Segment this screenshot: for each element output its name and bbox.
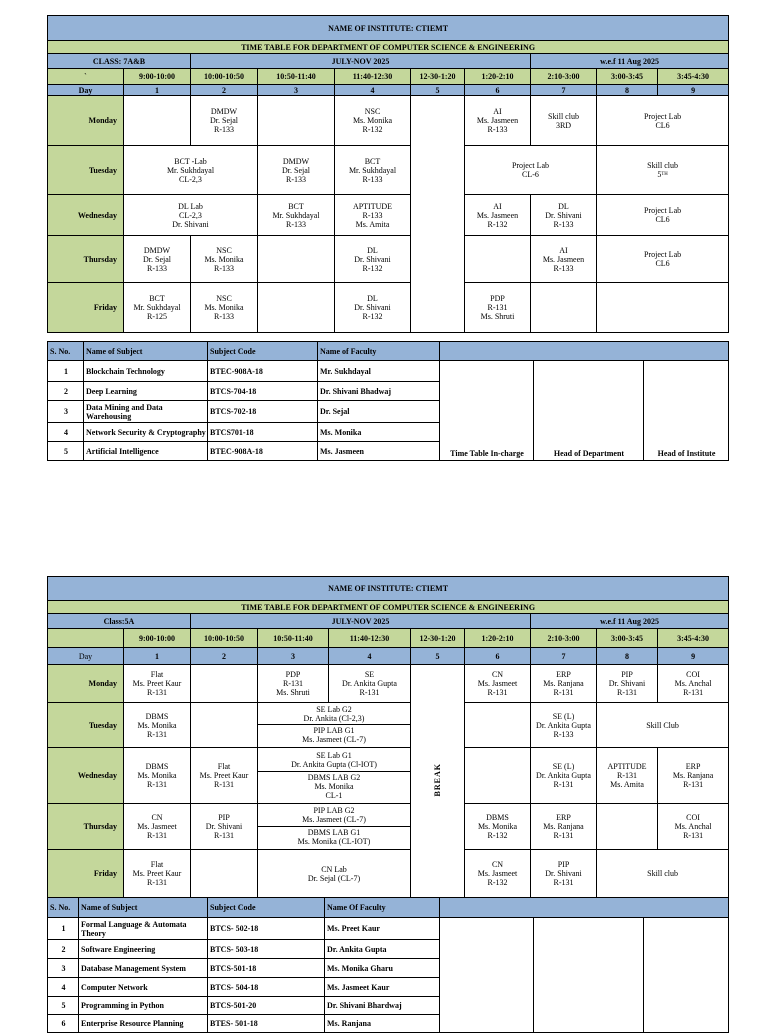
slot-flat: Flat Ms. Preet Kaur R-131 — [124, 665, 191, 703]
slot-empty — [124, 96, 191, 146]
slot-cn: CN Ms. Jasmeet R-132 — [465, 850, 531, 898]
period-number: 7 — [531, 648, 597, 665]
slot-cn: CN Ms. Jasmeet R-131 — [465, 665, 531, 703]
subject-name: Formal Language & Automata Theory — [79, 918, 208, 940]
slot-empty — [258, 236, 335, 283]
slot-dmdw: DMDW Dr. Sejal R-133 — [191, 96, 258, 146]
corner-cell — [48, 629, 124, 648]
subject-code-header: Subject Code — [208, 342, 318, 361]
slot-ai: AI Ms. Jasmeen R-133 — [465, 96, 531, 146]
subject-sno: 3 — [48, 959, 79, 978]
period-number: 9 — [658, 648, 729, 665]
slot-bct: BCT Mr. Sukhdayal R-133 — [335, 146, 411, 195]
subject-code-header: Subject Code — [208, 898, 325, 918]
slot-nsc: NSC Ms. Monika R-132 — [335, 96, 411, 146]
slot-erp: ERP Ms. Ranjana R-131 — [531, 665, 597, 703]
day-wednesday: Wednesday — [48, 195, 124, 236]
slot-empty — [597, 283, 729, 333]
period-number: 8 — [597, 648, 658, 665]
slot-empty — [258, 283, 335, 333]
slot-dbms: DBMS Ms. Monika R-131 — [124, 703, 191, 748]
day-thursday: Thursday — [48, 804, 124, 850]
sno-header: S. No. — [48, 898, 79, 918]
slot-nsc: NSC Ms. Monika R-133 — [191, 236, 258, 283]
slot-se: SE Dr. Ankita Gupta R-131 — [329, 665, 411, 703]
slot-dbms: DBMS Ms. Monika R-132 — [465, 804, 531, 850]
period-number: 4 — [335, 85, 411, 96]
class-label: Class:5A — [48, 614, 191, 629]
subject-name-header: Name of Subject — [79, 898, 208, 918]
slot-aptitude: APTITUDE R-133 Ms. Amita — [335, 195, 411, 236]
slot-dbms: DBMS Ms. Monika R-131 — [124, 748, 191, 804]
subject-name: Data Mining and Data Warehousing — [84, 401, 208, 423]
subject-faculty: Ms. Ranjana — [325, 1015, 440, 1033]
slot-se-l: SE (L) Dr. Ankita Gupta R-131 — [531, 748, 597, 804]
slot-cn-lab: CN Lab Dr. Sejal (CL-7) — [258, 850, 411, 898]
institute-title: NAME OF INSTITUTE: CTIEMT — [48, 16, 729, 41]
slot-dmdw: DMDW Dr. Sejal R-133 — [124, 236, 191, 283]
slot-skill-club: Skill club — [597, 850, 729, 898]
time-slot: 3:00-3:45 — [597, 69, 658, 85]
slot-empty — [465, 748, 531, 804]
slot-pip: PIP Dr. Shivani R-131 — [597, 665, 658, 703]
header-filler — [440, 898, 729, 918]
subject-name: Artificial Intelligence — [84, 442, 208, 461]
subject-name-header: Name of Subject — [84, 342, 208, 361]
time-slot: 3:45-4:30 — [658, 69, 729, 85]
subject-sno: 1 — [48, 361, 84, 382]
signature-box — [440, 401, 534, 423]
subject-code: BTEC-908A-18 — [208, 361, 318, 382]
subject-faculty: Ms. Monika — [318, 423, 440, 442]
time-slot: 2:10-3:00 — [531, 629, 597, 648]
slot-pdp: PDP R-131 Ms. Shruti — [258, 665, 329, 703]
signature-timetable-incharge: Time Table In-charge — [440, 442, 534, 461]
period-number: 6 — [465, 648, 531, 665]
time-slot: 1:20-2:10 — [465, 69, 531, 85]
timetable-5a — [47, 576, 729, 898]
period-number: 1 — [124, 85, 191, 96]
subject-faculty: Ms. Jasmeet Kaur — [325, 978, 440, 997]
slot-flat: Flat Ms. Preet Kaur R-131 — [124, 850, 191, 898]
session-label: JULY-NOV 2025 — [191, 614, 531, 629]
slot-bct: BCT Mr. Sukhdayal R-133 — [258, 195, 335, 236]
period-number: 3 — [258, 85, 335, 96]
subject-sno: 1 — [48, 918, 79, 940]
period-number: 9 — [658, 85, 729, 96]
time-slot: 10:00-10:50 — [191, 629, 258, 648]
subjects-table-5a — [47, 897, 729, 1033]
day-tuesday: Tuesday — [48, 146, 124, 195]
subject-sno: 3 — [48, 401, 84, 423]
subject-faculty: Dr. Sejal — [318, 401, 440, 423]
subjects-table-7ab — [47, 341, 729, 461]
subject-sno: 4 — [48, 423, 84, 442]
time-slot: 9:00-10:00 — [124, 629, 191, 648]
slot-bct: BCT Mr. Sukhdayal R-125 — [124, 283, 191, 333]
subject-sno: 2 — [48, 940, 79, 959]
class-label: CLASS: 7A&B — [48, 54, 191, 69]
day-friday: Friday — [48, 283, 124, 333]
slot-dbms-lab-g1: DBMS LAB G1 Ms. Monika (CL-IOT) — [297, 828, 371, 847]
subject-code: BTES- 501-18 — [208, 1015, 325, 1033]
day-monday: Monday — [48, 665, 124, 703]
signature-box — [534, 918, 644, 1033]
slot-skill-club: Skill club 5ᵀᴴ — [597, 146, 729, 195]
timetable-7ab — [47, 15, 729, 333]
department-title: TIME TABLE FOR DEPARTMENT OF COMPUTER SCIENCE & ENGINEERING — [48, 41, 729, 54]
faculty-header: Name of Faculty — [318, 342, 440, 361]
slot-project-lab: Project Lab CL6 — [597, 236, 729, 283]
subject-sno: 5 — [48, 997, 79, 1015]
signature-box — [440, 382, 534, 401]
slot-empty — [465, 703, 531, 748]
slot-dbms-lab-g2: DBMS LAB G2 Ms. Monika CL-1 — [307, 773, 361, 801]
signature-hoi: Head of Institute — [644, 361, 729, 461]
subject-code: BTCS-501-20 — [208, 997, 325, 1015]
slot-flat: Flat Ms. Preet Kaur R-131 — [191, 748, 258, 804]
slot-ai: AI Ms. Jasmeen R-132 — [465, 195, 531, 236]
subject-code: BTCS- 503-18 — [208, 940, 325, 959]
slot-pip-lab-g1: PIP LAB G1 Ms. Jasmeet (CL-7) — [302, 726, 366, 745]
sno-header: S. No. — [48, 342, 84, 361]
period-number: 5 — [411, 648, 465, 665]
subject-faculty: Ms. Preet Kaur — [325, 918, 440, 940]
subject-name: Database Management System — [79, 959, 208, 978]
slot-empty — [465, 236, 531, 283]
subject-code: BTEC-908A-18 — [208, 442, 318, 461]
subject-name: Blockchain Technology — [84, 361, 208, 382]
slot-se-lab-g1: SE Lab G1 Dr. Ankita Gupta (Cl-IOT) — [258, 749, 410, 771]
subject-faculty: Dr. Shivani Bhadwaj — [318, 382, 440, 401]
subject-name: Software Engineering — [79, 940, 208, 959]
slot-nsc: NSC Ms. Monika R-133 — [191, 283, 258, 333]
slot-pip-lab-g2: PIP LAB G2 Ms. Jasmeet (CL-7) — [258, 805, 410, 826]
subject-sno: 2 — [48, 382, 84, 401]
slot-lab-split — [258, 748, 411, 804]
slot-empty — [258, 96, 335, 146]
day-header: Day — [48, 648, 124, 665]
period-number: 8 — [597, 85, 658, 96]
period-number: 4 — [329, 648, 411, 665]
slot-pip: PIP Dr. Shivani R-131 — [191, 804, 258, 850]
slot-pdp: PDP R-131 Ms. Shruti — [465, 283, 531, 333]
slot-lab-split — [258, 703, 411, 748]
slot-se-l: SE (L) Dr. Ankita Gupta R-133 — [531, 703, 597, 748]
slot-empty — [191, 665, 258, 703]
subject-sno: 4 — [48, 978, 79, 997]
subject-faculty: Ms. Jasmeen — [318, 442, 440, 461]
subject-name: Enterprise Resource Planning — [79, 1015, 208, 1033]
time-slot: 11:40-12:30 — [335, 69, 411, 85]
slot-empty — [191, 703, 258, 748]
subject-name: Deep Learning — [84, 382, 208, 401]
subject-faculty: Ms. Monika Gharu — [325, 959, 440, 978]
corner-cell: ` — [48, 69, 124, 85]
period-number: 1 — [124, 648, 191, 665]
subject-faculty: Mr. Sukhdayal — [318, 361, 440, 382]
slot-dl: DL Dr. Shivani R-132 — [335, 283, 411, 333]
time-slot: 12-30-1:20 — [411, 629, 465, 648]
slot-project-lab: Project Lab CL6 — [597, 96, 729, 146]
department-title: TIME TABLE FOR DEPARTMENT OF COMPUTER SCIENCE & ENGINEERING — [48, 601, 729, 614]
time-slot: 11:40-12:30 — [329, 629, 411, 648]
signature-box — [440, 918, 534, 1033]
slot-empty — [597, 804, 658, 850]
slot-project-lab: Project Lab CL-6 — [465, 146, 597, 195]
slot-se-lab-g2: SE Lab G2 Dr. Ankita (Cl-2,3) — [258, 704, 410, 724]
lunch-column — [411, 96, 465, 333]
slot-erp: ERP Ms. Ranjana R-131 — [658, 748, 729, 804]
subject-sno: 6 — [48, 1015, 79, 1033]
day-thursday: Thursday — [48, 236, 124, 283]
session-label: JULY-NOV 2025 — [191, 54, 531, 69]
slot-coi: COI Ms. Anchal R-131 — [658, 804, 729, 850]
period-number: 6 — [465, 85, 531, 96]
day-header: Day — [48, 85, 124, 96]
slot-ai: AI Ms. Jasmeen R-133 — [531, 236, 597, 283]
time-slot: 2:10-3:00 — [531, 69, 597, 85]
slot-dl-lab: DL Lab CL-2,3 Dr. Shivani — [124, 195, 258, 236]
subject-code: BTCS- 504-18 — [208, 978, 325, 997]
subject-code: BTCS-704-18 — [208, 382, 318, 401]
day-friday: Friday — [48, 850, 124, 898]
subject-name: Programming in Python — [79, 997, 208, 1015]
time-slot: 3:00-3:45 — [597, 629, 658, 648]
subject-name: Computer Network — [79, 978, 208, 997]
header-filler — [440, 342, 729, 361]
break-label: BREAK — [433, 763, 442, 797]
slot-empty — [191, 850, 258, 898]
subject-name: Network Security & Cryptography — [84, 423, 208, 442]
slot-cn: CN Ms. Jasmeet R-131 — [124, 804, 191, 850]
signature-hod: Head of Department — [534, 361, 644, 461]
period-number: 2 — [191, 85, 258, 96]
day-wednesday: Wednesday — [48, 748, 124, 804]
time-slot: 9:00-10:00 — [124, 69, 191, 85]
slot-erp: ERP Ms. Ranjana R-131 — [531, 804, 597, 850]
time-slot: 3:45-4:30 — [658, 629, 729, 648]
subject-code: BTCS- 502-18 — [208, 918, 325, 940]
time-slot: 1:20-2:10 — [465, 629, 531, 648]
slot-project-lab: Project Lab CL6 — [597, 195, 729, 236]
slot-lab-split — [258, 804, 411, 850]
time-slot: 10:00-10:50 — [191, 69, 258, 85]
period-number: 2 — [191, 648, 258, 665]
break-column — [411, 665, 465, 898]
slot-skill-club: Skill Club — [597, 703, 729, 748]
slot-skill-club: Skill club 3RD — [531, 96, 597, 146]
slot-coi: COI Ms. Anchal R-131 — [658, 665, 729, 703]
slot-dl: DL Dr. Shivani R-132 — [335, 236, 411, 283]
signature-box — [644, 918, 729, 1033]
subject-code: BTCS-501-18 — [208, 959, 325, 978]
slot-dmdw: DMDW Dr. Sejal R-133 — [258, 146, 335, 195]
subject-code: BTCS701-18 — [208, 423, 318, 442]
signature-box — [440, 361, 534, 382]
wef-label: w.e.f 11 Aug 2025 — [531, 54, 729, 69]
subject-sno: 5 — [48, 442, 84, 461]
time-slot: 10:50-11:40 — [258, 69, 335, 85]
subject-code: BTCS-702-18 — [208, 401, 318, 423]
time-slot: 12-30-1:20 — [411, 69, 465, 85]
signature-box — [440, 423, 534, 442]
wef-label: w.e.f 11 Aug 2025 — [531, 614, 729, 629]
day-tuesday: Tuesday — [48, 703, 124, 748]
slot-bct-lab: BCT -Lab Mr. Sukhdayal CL-2,3 — [124, 146, 258, 195]
day-monday: Monday — [48, 96, 124, 146]
slot-aptitude: APTITUDE R-131 Ms. Amita — [597, 748, 658, 804]
subject-faculty: Dr. Ankita Gupta — [325, 940, 440, 959]
subject-faculty: Dr. Shivani Bhardwaj — [325, 997, 440, 1015]
institute-title: NAME OF INSTITUTE: CTIEMT — [48, 577, 729, 601]
slot-pip: PIP Dr. Shivani R-131 — [531, 850, 597, 898]
slot-dl: DL Dr. Shivani R-133 — [531, 195, 597, 236]
slot-empty — [531, 283, 597, 333]
faculty-header: Name Of Faculty — [325, 898, 440, 918]
time-slot: 10:50-11:40 — [258, 629, 329, 648]
period-number: 7 — [531, 85, 597, 96]
period-number: 3 — [258, 648, 329, 665]
period-number: 5 — [411, 85, 465, 96]
